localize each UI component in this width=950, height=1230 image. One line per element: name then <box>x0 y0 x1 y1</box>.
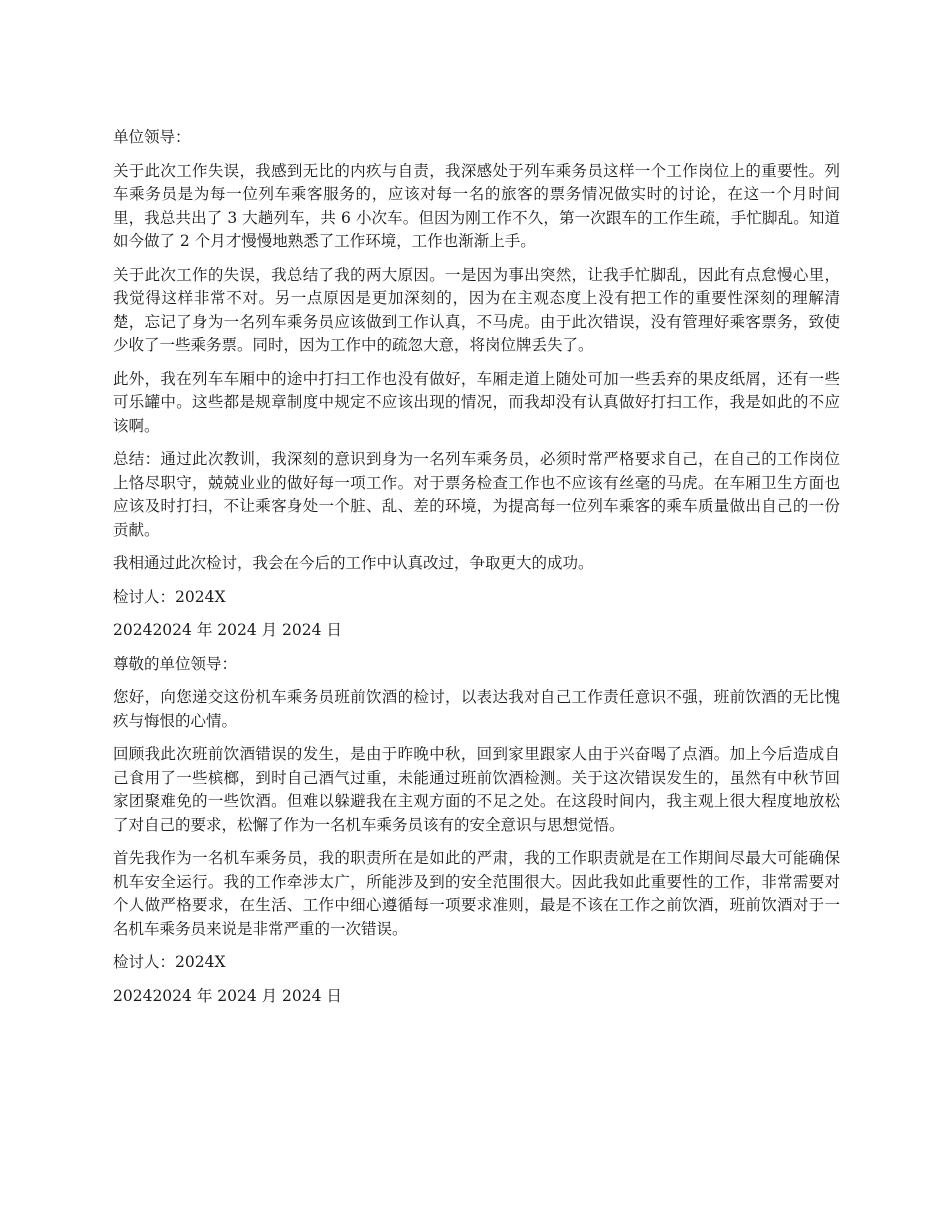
date: 20242024 年 2024 月 2024 日 <box>113 621 342 639</box>
paragraph: 关于此次工作失误，我感到无比的内疚与自责，我深感处于列车乘务员这样一个工作岗位上的重要性。列车乘务员是为每一位列车乘客服务的，应该对每一名的旅客的票务情况做实时的讨论，在这一个月时间里，我总共出了 3 大趟列车，共 6 小次车。但因为刚工作不久，第一次跟车的工作生疏，手忙脚乱。知道如今做了 2 个月才慢慢地熟悉了工作环境，工作也渐渐上手。 <box>113 161 840 250</box>
paragraph: 我相通过此次检讨，我会在今后的工作中认真改过，争取更大的成功。 <box>113 554 594 572</box>
signature: 检讨人：2024X <box>113 953 226 971</box>
date: 20242024 年 2024 月 2024 日 <box>113 986 342 1005</box>
signature: 检讨人：2024X <box>113 587 226 606</box>
paragraph: 总结：通过此次教训，我深刻的意识到身为一名列车乘务员，必须时常严格要求自己，在自己的工作岗位上恪尽职守，兢兢业业的做好每一项工作。对于票务检查工作也不应该有丝毫的马虎。在车厢卫生方面也应该及时打扫，不让乘客身处一个脏、乱、差的环境，为提高每一位列车乘客的乘车质量做出自己的一份贡献。 <box>113 450 840 539</box>
salutation: 单位领导： <box>113 128 191 146</box>
paragraph: 回顾我此次班前饮酒错误的发生，是由于昨晚中秋，回到家里跟家人由于兴奋喝了点酒。加上今后造成自己食用了一些槟榔，到时自己酒气过重，未能通过班前饮酒检测。关于这次错误发生的，虽然有中秋节回家团聚难免的一些饮酒。但难以躲避我在主观方面的不足之处。在这段时间内，我主观上很大程度地放松了对自己的要求，松懈了作为一名机车乘务员该有的安全意识与思想觉悟。 <box>113 745 840 834</box>
salutation: 尊敬的单位领导： <box>113 654 238 673</box>
paragraph: 此外，我在列车车厢中的途中打扫工作也没有做好，车厢走道上随处可加一些丢弃的果皮纸屑，还有一些可乐罐中。这些都是规章制度中规定不应该出现的情况，而我却没有认真做好打扫工作，我是如此的不应该啊。 <box>113 369 840 435</box>
paragraph: 您好，向您递交这份机车乘务员班前饮酒的检讨，以表达我对自己工作责任意识不强，班前饮酒的无比愧疚与悔恨的心情。 <box>113 688 840 730</box>
paragraph: 关于此次工作的失误，我总结了我的两大原因。一是因为事出突然，让我手忙脚乱，因此有点怠慢心里，我觉得这样非常不对。另一点原因是更加深刻的，因为在主观态度上没有把工作的重要性深刻的理解清楚，忘记了身为一名列车乘务员应该做到工作认真，不马虎。由于此次错误，没有管理好乘客票务，致使少收了一些乘务票。同时，因为工作中的疏忽大意，将岗位牌丢失了。 <box>113 265 840 354</box>
document-body <box>113 126 840 1018</box>
paragraph: 首先我作为一名机车乘务员，我的职责所在是如此的严肃，我的工作职责就是在工作期间尽最大可能确保机车安全运行。我的工作牵涉太广，所能涉及到的安全范围很大。因此我如此重要性的工作，非常需要对个人做严格要求，在生活、工作中细心遵循每一项要求准则，最是不该在工作之前饮酒，班前饮酒对于一名机车乘务员来说是非常严重的一次错误。 <box>113 849 840 938</box>
